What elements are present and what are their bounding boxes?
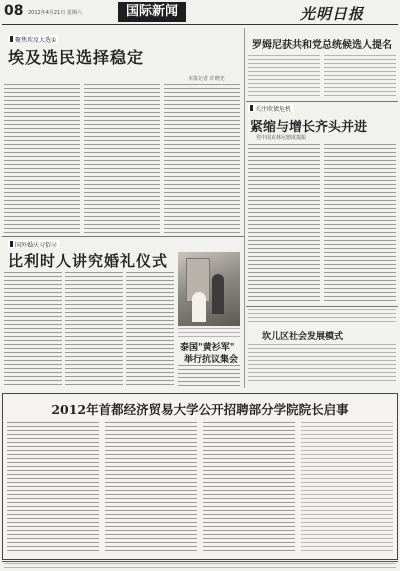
tag-marker-icon: [10, 36, 13, 42]
tag-label: 国外婚庆习俗⑫: [15, 241, 58, 249]
footer-text: [4, 563, 396, 569]
article5-title-line2: 举行抗议集会: [184, 355, 239, 365]
article1-col3: [164, 84, 240, 234]
tag-marker-icon: [250, 105, 253, 111]
article2-col1: [248, 55, 320, 99]
article1-byline: 本报记者 许晓光: [188, 76, 225, 82]
tag-marker-icon: [10, 241, 13, 247]
ad-col1: [7, 422, 99, 554]
article3-tag: [248, 104, 293, 112]
article6-body: [248, 344, 396, 384]
recruitment-ad: [2, 393, 398, 560]
article1-col1: [4, 84, 80, 234]
article6-title: 坎儿区社会发展模式: [262, 332, 344, 342]
page-number: 08: [4, 3, 24, 19]
article1-col2: [84, 84, 160, 234]
article2-title: 罗姆尼获共和党总统候选人提名: [252, 40, 392, 51]
article1-title: 埃及选民选择稳定: [8, 48, 145, 67]
article6-intro: [248, 309, 396, 323]
article3-col1: [248, 144, 320, 304]
article3-col2: [324, 144, 396, 304]
section-title: 国际新闻: [125, 4, 178, 19]
article1-tag: [8, 35, 58, 43]
ad-col3: [203, 422, 295, 554]
date-line: 2012年4月21日 星期六: [28, 10, 82, 16]
article5-body: [178, 365, 240, 387]
masthead: 光明日报: [300, 5, 365, 23]
column-divider: [244, 28, 245, 388]
footer-rule: [2, 561, 398, 562]
article3-title: 紧缩与增长齐头并进: [250, 120, 368, 135]
article2-col2: [324, 55, 396, 99]
divider: [246, 306, 398, 307]
article4-col1: [4, 272, 62, 386]
divider: [2, 236, 244, 237]
divider: [246, 101, 398, 102]
article3-subtitle: 党中国克林尼德欲提振: [256, 135, 307, 141]
news-photo: [178, 252, 240, 326]
article4-col2: [65, 272, 123, 386]
ad-col4: [301, 422, 393, 554]
article5-title-line1: 泰国"黄衫军": [180, 343, 235, 353]
photo-figure: [192, 292, 206, 322]
article4-title: 比利时人讲究婚礼仪式: [8, 252, 169, 270]
article4-col3: [126, 272, 174, 386]
header-rule: [2, 24, 398, 25]
ad-col2: [105, 422, 197, 554]
article4-tag: [8, 240, 59, 248]
photo-figure: [212, 274, 224, 314]
tag-label: 关注欧债危机: [255, 105, 292, 113]
ad-title: 2012年首都经济贸易大学公开招聘部分学院院长启事: [51, 402, 349, 417]
tag-label: 聚焦埃及大选①: [15, 36, 57, 44]
page-header: [0, 0, 400, 28]
photo-caption: [178, 328, 240, 338]
